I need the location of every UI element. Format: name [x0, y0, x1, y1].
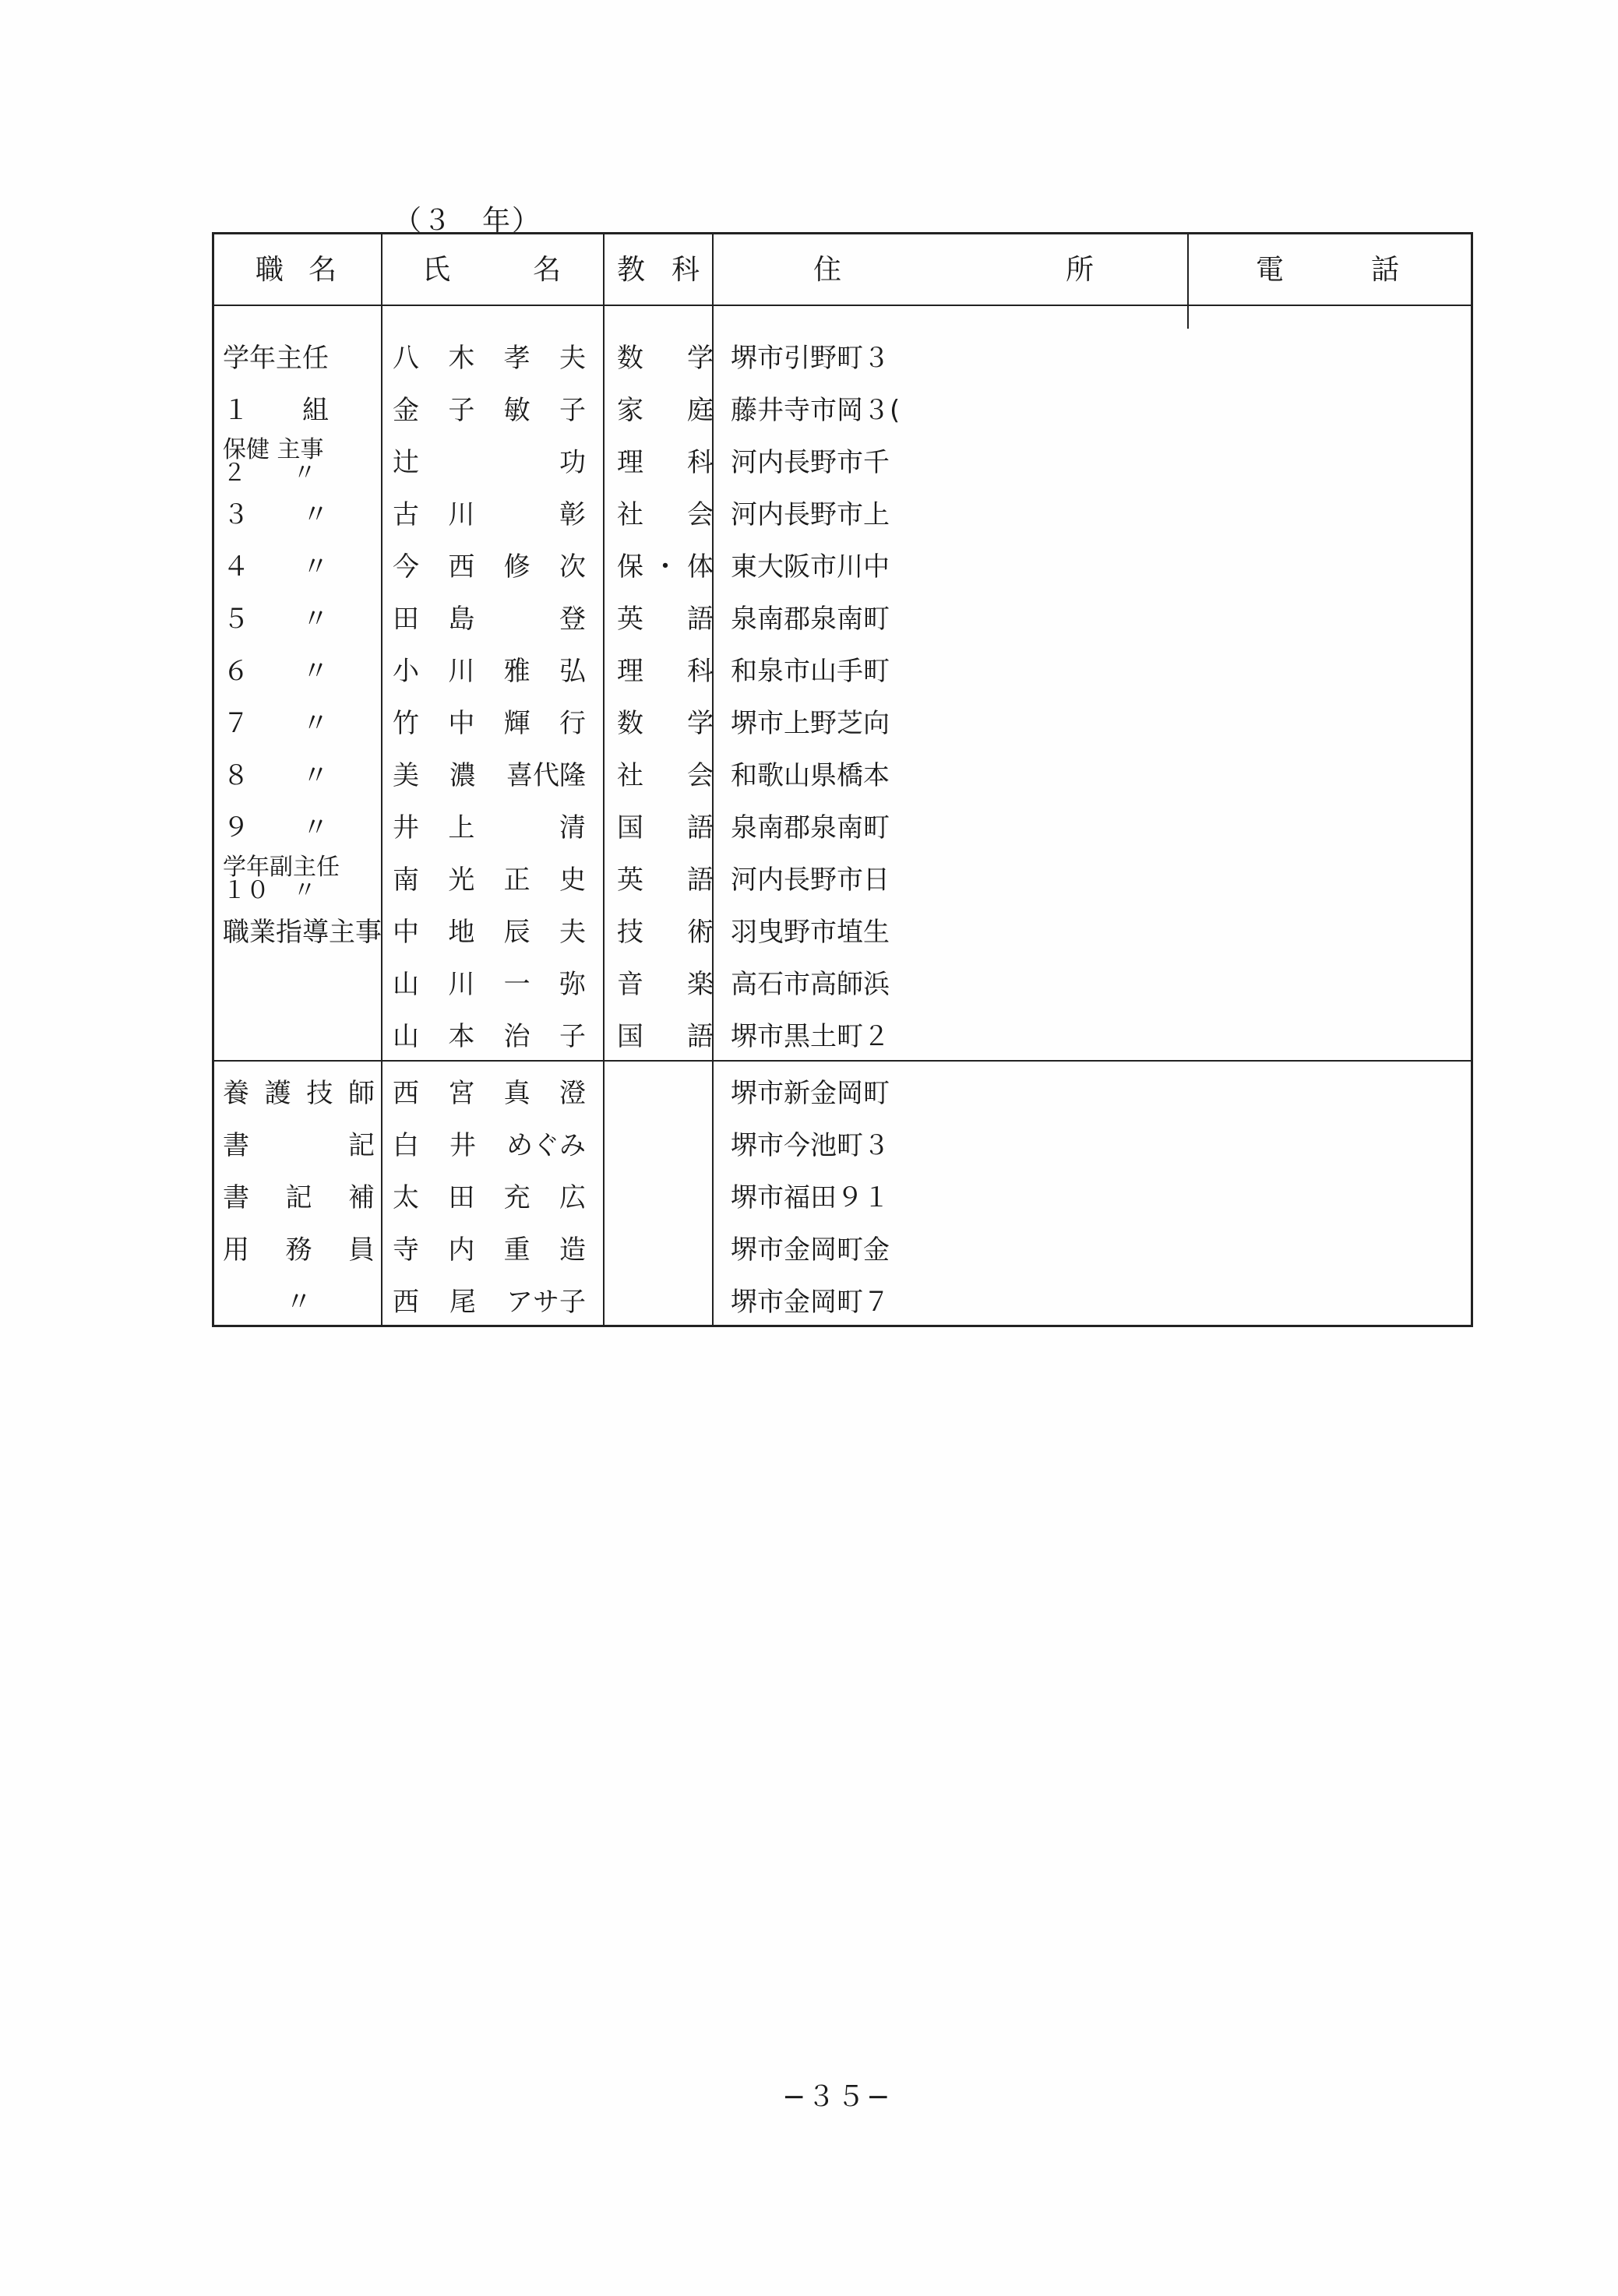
address-cell: 和歌山県橋本: [731, 760, 890, 791]
address-cell: 河内長野市千: [731, 447, 890, 478]
header-char: 話: [1370, 254, 1399, 286]
position-char: 〃: [285, 1287, 312, 1318]
address-cell: 藤井寺市岡３(: [731, 395, 901, 426]
name-char: 澄: [559, 1078, 586, 1109]
position-char: 師: [347, 1078, 375, 1109]
name-char: 子: [448, 395, 475, 426]
subject-cell: [617, 802, 714, 854]
name-char: 地: [448, 917, 475, 948]
name-char: 真: [503, 1078, 531, 1109]
header-subject: [617, 251, 700, 290]
name-char: 次: [559, 551, 586, 583]
address-cell: 河内長野市上: [731, 499, 890, 530]
address-cell: 泉南郡泉南町: [731, 812, 890, 843]
position-char: 用: [223, 1234, 249, 1266]
position-line: 保健 主事: [223, 437, 324, 463]
name-char: 木: [448, 343, 475, 374]
subject-char: 庭: [687, 395, 714, 426]
name-char: 美: [393, 760, 419, 791]
table-row: [212, 1224, 1473, 1277]
subject-cell: [617, 385, 714, 437]
name-char: 竹: [393, 708, 419, 739]
subject-char: 数: [617, 343, 643, 374]
name-char: 中: [393, 917, 419, 948]
name-char: 光: [448, 865, 475, 896]
name-char: 川: [448, 499, 475, 530]
name-char: 喜代隆: [506, 760, 586, 791]
name-char: 今: [393, 551, 419, 583]
name-char: 南: [393, 865, 419, 896]
name-cell: [393, 854, 586, 907]
table-row: [212, 1277, 1473, 1329]
subject-char: 技: [617, 917, 643, 948]
subject-char: 理: [617, 447, 643, 478]
subject-char: 学: [687, 343, 714, 374]
name-cell: [393, 646, 586, 698]
name-char: 八: [393, 343, 419, 374]
column-divider: [1187, 232, 1189, 329]
name-char: 行: [559, 708, 586, 739]
address-cell: 堺市黒土町２: [731, 1021, 890, 1052]
name-char: 西: [393, 1078, 419, 1109]
header-char: 職: [256, 254, 284, 286]
name-char: 内: [448, 1234, 475, 1266]
table-row: [212, 385, 1473, 437]
name-char: 功: [559, 447, 586, 478]
name-cell: [393, 385, 586, 437]
subject-cell: [617, 593, 714, 646]
header-char: 科: [671, 254, 700, 286]
name-char: 弥: [559, 969, 586, 1000]
name-char: 孝: [503, 343, 531, 374]
name-char: 修: [503, 551, 531, 583]
name-char: 西: [448, 551, 475, 583]
name-char: 田: [448, 1182, 475, 1213]
name-char: 尾: [449, 1287, 476, 1318]
name-char: 治: [503, 1021, 531, 1052]
name-char: 西: [393, 1287, 419, 1318]
subject-char: 数: [617, 708, 643, 739]
name-char: 夫: [559, 343, 586, 374]
name-cell: [393, 1172, 586, 1224]
address-cell: 堺市金岡町７: [731, 1287, 890, 1318]
subject-cell: [617, 959, 714, 1011]
subject-char: 科: [687, 656, 714, 687]
subject-cell: [617, 698, 714, 750]
header-divider: [212, 305, 1473, 306]
table-row: [212, 489, 1473, 541]
name-char: 雅: [503, 656, 531, 687]
subject-char: 音: [617, 969, 643, 1000]
table-row: [212, 541, 1473, 593]
address-cell: 堺市金岡町金: [731, 1234, 890, 1266]
subject-char: 語: [687, 865, 714, 896]
position-cell: [223, 1224, 375, 1277]
table-caption: （３ 年）: [393, 205, 542, 237]
name-char: 白: [393, 1130, 419, 1161]
name-char: 太: [393, 1182, 419, 1213]
table-row: [212, 1068, 1473, 1120]
name-char: 清: [559, 812, 586, 843]
subject-char: ・: [652, 551, 679, 583]
name-char: 井: [449, 1130, 476, 1161]
position-char: 養: [223, 1078, 249, 1109]
name-cell: [393, 1011, 586, 1063]
name-cell: [393, 1277, 586, 1329]
subject-cell: [617, 1277, 714, 1329]
subject-cell: [617, 333, 714, 385]
name-char: 山: [393, 969, 419, 1000]
position-cell: [223, 1277, 375, 1329]
subject-char: 科: [687, 447, 714, 478]
name-char: 子: [559, 395, 586, 426]
page-number: −３５−: [782, 2081, 892, 2113]
name-char: 田: [393, 604, 419, 635]
name-cell: [393, 802, 586, 854]
name-cell: [393, 489, 586, 541]
subject-char: 国: [617, 812, 643, 843]
position-char: 技: [306, 1078, 333, 1109]
name-char: 辻: [393, 447, 419, 478]
subject-cell: [617, 1068, 714, 1120]
position-cell: 学年主任: [223, 343, 329, 374]
table-row: [212, 437, 1473, 489]
name-cell: [393, 1068, 586, 1120]
subject-char: 家: [617, 395, 643, 426]
name-char: 一: [503, 969, 531, 1000]
header-char: 名: [532, 254, 561, 286]
position-cell: [223, 1068, 375, 1120]
subject-char: 英: [617, 865, 643, 896]
name-cell: [393, 541, 586, 593]
name-char: 正: [503, 865, 531, 896]
name-char: 川: [448, 656, 475, 687]
name-char: 古: [393, 499, 419, 530]
table-row: [212, 593, 1473, 646]
address-cell: 堺市引野町３: [731, 343, 890, 374]
name-char: [448, 437, 474, 489]
name-cell: [393, 698, 586, 750]
table-row: [212, 1172, 1473, 1224]
name-char: 彰: [559, 499, 586, 530]
name-char: 濃: [449, 760, 476, 791]
table-row: [212, 854, 1473, 907]
position-cell: ３ 〃: [223, 499, 329, 530]
header-char: 教: [617, 254, 646, 286]
subject-char: 楽: [687, 969, 714, 1000]
address-cell: 堺市新金岡町: [731, 1078, 890, 1109]
header-char: 電: [1256, 254, 1285, 286]
position-cell: ９ 〃: [223, 812, 329, 843]
subject-char: 学: [687, 708, 714, 739]
subject-char: 社: [617, 499, 643, 530]
table-row: [212, 333, 1473, 385]
name-char: 造: [559, 1234, 586, 1266]
position-char: 務: [285, 1234, 312, 1266]
name-char: 中: [448, 708, 475, 739]
subject-char: 語: [687, 1021, 714, 1052]
position-char: 員: [348, 1234, 375, 1266]
subject-char: 社: [617, 760, 643, 791]
position-char: 記: [285, 1182, 312, 1213]
subject-cell: [617, 854, 714, 907]
subject-char: 保: [617, 551, 643, 583]
header-char: 住: [813, 254, 842, 286]
address-cell: 堺市今池町３: [731, 1130, 890, 1161]
name-cell: [393, 1224, 586, 1277]
subject-char: 語: [687, 604, 714, 635]
name-char: 島: [448, 604, 475, 635]
subject-char: 会: [687, 499, 714, 530]
subject-cell: [617, 1224, 714, 1277]
name-char: [504, 802, 531, 854]
position-char: 書: [223, 1130, 249, 1161]
name-char: 寺: [393, 1234, 419, 1266]
subject-char: 体: [687, 551, 714, 583]
name-char: 本: [448, 1021, 475, 1052]
position-char: 記: [348, 1130, 375, 1161]
header-position: [256, 251, 337, 290]
name-char: 宮: [448, 1078, 475, 1109]
name-char: 夫: [559, 917, 586, 948]
address-cell: 和泉市山手町: [731, 656, 890, 687]
subject-char: 術: [687, 917, 714, 948]
header-address: [813, 251, 1094, 290]
subject-cell: [617, 437, 714, 489]
position-cell: ４ 〃: [223, 551, 329, 583]
name-char: 広: [559, 1182, 586, 1213]
table-row: [212, 646, 1473, 698]
address-cell: 羽曳野市埴生: [731, 917, 890, 948]
table-row: [212, 698, 1473, 750]
name-char: 重: [503, 1234, 531, 1266]
name-char: 川: [448, 969, 475, 1000]
address-cell: 堺市福田９１: [731, 1182, 890, 1213]
subject-char: 語: [687, 812, 714, 843]
address-cell: 河内長野市日: [731, 865, 890, 896]
address-cell: 泉南郡泉南町: [731, 604, 890, 635]
header-name: [422, 251, 561, 290]
subject-cell: [617, 646, 714, 698]
subject-cell: [617, 1120, 714, 1172]
subject-char: 会: [687, 760, 714, 791]
position-cell: ８ 〃: [223, 760, 329, 791]
name-cell: [393, 437, 586, 489]
position-line: ２ 〃: [223, 460, 316, 487]
name-cell: [393, 593, 586, 646]
name-char: 登: [559, 604, 586, 635]
name-char: 輝: [503, 708, 531, 739]
position-cell: 職業指導主事: [223, 917, 382, 948]
table-row: [212, 1011, 1473, 1063]
header-phone: [1256, 251, 1399, 290]
name-char: [504, 437, 531, 489]
name-char: 上: [448, 812, 475, 843]
name-char: [504, 593, 531, 646]
header-char: 所: [1065, 254, 1094, 286]
address-cell: 堺市上野芝向: [731, 708, 890, 739]
name-char: 山: [393, 1021, 419, 1052]
name-char: 子: [559, 1021, 586, 1052]
subject-char: 国: [617, 1021, 643, 1052]
address-cell: 高石市高師浜: [731, 969, 890, 1000]
table-row: [212, 750, 1473, 802]
name-char: 充: [503, 1182, 531, 1213]
position-char: 補: [348, 1182, 375, 1213]
table-row: [212, 802, 1473, 854]
subject-char: 英: [617, 604, 643, 635]
position-char: 護: [264, 1078, 291, 1109]
name-cell: [393, 959, 586, 1011]
table-row: [212, 959, 1473, 1011]
subject-char: 理: [617, 656, 643, 687]
subject-cell: [617, 489, 714, 541]
name-cell: [393, 750, 586, 802]
name-char: 敏: [503, 395, 531, 426]
name-char: 金: [393, 395, 419, 426]
name-char: 弘: [559, 656, 586, 687]
name-char: 辰: [503, 917, 531, 948]
position-cell: １ 組: [223, 395, 329, 426]
position-line: 学年副主任: [223, 854, 340, 881]
position-char: 書: [223, 1182, 249, 1213]
position-cell: ７ 〃: [223, 708, 329, 739]
subject-cell: [617, 1172, 714, 1224]
name-cell: [393, 1120, 586, 1172]
header-char: 名: [308, 254, 337, 286]
header-char: 氏: [422, 254, 451, 286]
address-cell: 東大阪市川中: [731, 551, 890, 583]
name-cell: [393, 907, 586, 959]
position-cell: [223, 1172, 375, 1224]
table-row: [212, 1120, 1473, 1172]
subject-cell: [617, 1011, 714, 1063]
table-row: [212, 907, 1473, 959]
subject-cell: [617, 907, 714, 959]
name-char: 史: [559, 865, 586, 896]
position-cell: [223, 1120, 375, 1172]
name-char: 井: [393, 812, 419, 843]
subject-cell: [617, 541, 714, 593]
position-cell: ５ 〃: [223, 604, 329, 635]
name-cell: [393, 333, 586, 385]
name-char: めぐみ: [506, 1130, 586, 1161]
name-char: アサ子: [506, 1287, 586, 1318]
subject-cell: [617, 750, 714, 802]
name-char: [504, 489, 531, 541]
name-char: 小: [393, 656, 419, 687]
position-cell: ６ 〃: [223, 656, 329, 687]
position-line: １０ 〃: [223, 877, 316, 904]
